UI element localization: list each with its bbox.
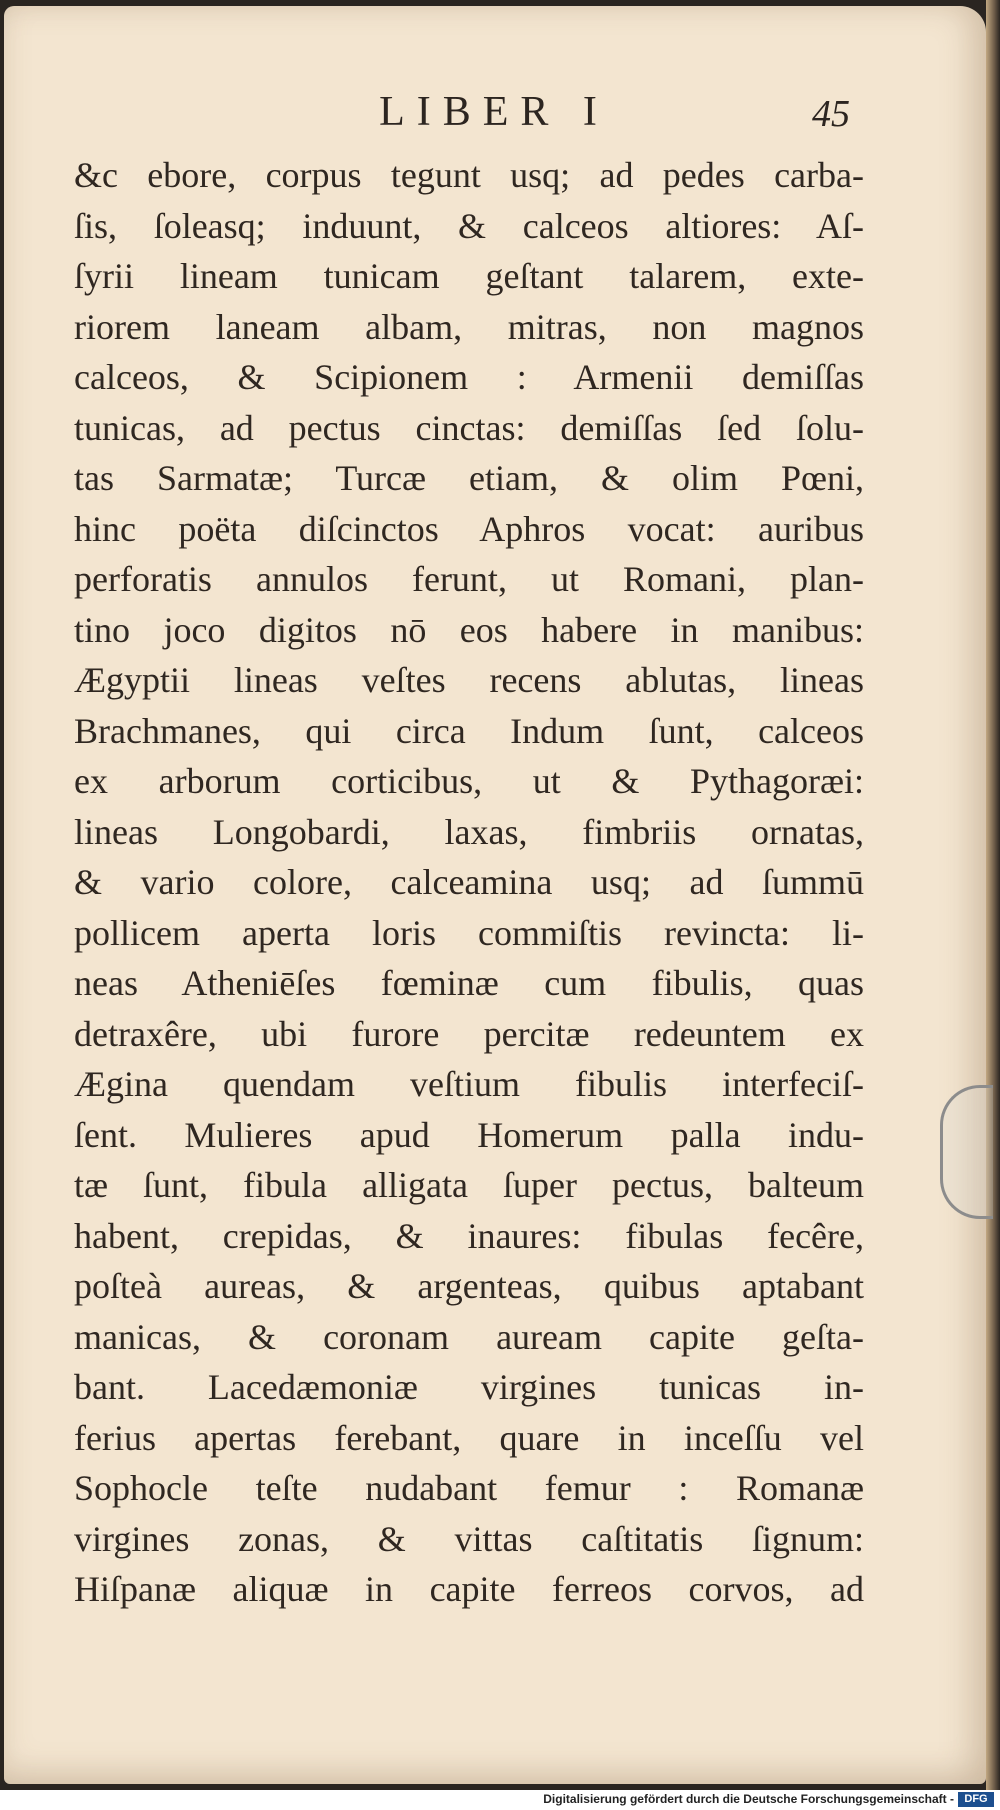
text-line: detraxêre, ubi furore percitæ redeuntem ex bbox=[74, 1013, 864, 1054]
text-line: poſteà aureas, & argenteas, quibus aptabant bbox=[74, 1266, 864, 1306]
text-line: &c ebore, corpus tegunt usq; ad pedes carba- bbox=[74, 155, 864, 195]
text-line: lineas Longobardi, laxas, fimbriis ornatas, bbox=[74, 811, 864, 852]
text-line: Hiſpanæ aliquæ in capite ferreos corvos, ad bbox=[74, 1569, 864, 1609]
text-line: habent, crepidas, & inaures: fibulas fecêre, bbox=[74, 1215, 864, 1256]
bookmark-clip bbox=[940, 1085, 993, 1219]
text-line: tæ ſunt, fibula alligata ſuper pectus, balteum bbox=[74, 1165, 864, 1205]
running-head: LIBER I bbox=[379, 89, 609, 135]
text-line: ſent. Mulieres apud Homerum palla indu- bbox=[74, 1114, 864, 1155]
dfg-logo: DFG bbox=[958, 1792, 994, 1807]
text-line: neas Atheniēſes fœminæ cum fibulis, quas bbox=[74, 963, 864, 1003]
text-line: ſyrii lineam tunicam geſtant talarem, exte- bbox=[74, 256, 864, 296]
page-edge bbox=[986, 0, 1000, 1790]
book-page bbox=[4, 6, 986, 1784]
text-line: manicas, & coronam auream capite geſta- bbox=[74, 1316, 864, 1357]
funding-credit: Digitalisierung gefördert durch die Deutsche Forschungsgemeinschaft - bbox=[543, 1792, 954, 1806]
text-line: pollicem aperta loris commiſtis revincta: li- bbox=[74, 912, 864, 953]
text-line: hinc poëta diſcinctos Aphros vocat: auribus bbox=[74, 508, 864, 549]
text-line: & vario colore, calceamina usq; ad ſummū bbox=[74, 862, 864, 902]
text-line: ferius apertas ferebant, quare in inceſſu vel bbox=[74, 1417, 864, 1458]
text-block bbox=[74, 150, 864, 1615]
text-line: bant. Lacedæmoniæ virgines tunicas in- bbox=[74, 1367, 864, 1407]
text-line: perforatis annulos ferunt, ut Romani, plan- bbox=[74, 559, 864, 599]
text-line: ex arborum corticibus, ut & Pythagoræi: bbox=[74, 761, 864, 801]
text-line: tas Sarmatæ; Turcæ etiam, & olim Pœni, bbox=[74, 458, 864, 498]
text-line: calceos, & Scipionem : Armenii demiſſas bbox=[74, 357, 864, 397]
text-line: tino joco digitos nō eos habere in manibus: bbox=[74, 609, 864, 650]
text-line: Ægina quendam veſtium fibulis interfeciſ- bbox=[74, 1064, 864, 1104]
text-line: Sophocle teſte nudabant femur : Romanæ bbox=[74, 1468, 864, 1508]
text-line: Ægyptii lineas veſtes recens ablutas, lineas bbox=[74, 660, 864, 700]
text-line: virgines zonas, & vittas caſtitatis ſignum: bbox=[74, 1518, 864, 1559]
footer-bar bbox=[0, 1790, 1000, 1810]
text-line: ſis, ſoleasq; induunt, & calceos altiores: Aſ- bbox=[74, 205, 864, 246]
page-number: 45 bbox=[812, 93, 850, 135]
text-line: tunicas, ad pectus cinctas: demiſſas ſed ſolu- bbox=[74, 407, 864, 448]
text-line: riorem laneam albam, mitras, non magnos bbox=[74, 306, 864, 347]
text-line: Brachmanes, qui circa Indum ſunt, calceos bbox=[74, 710, 864, 751]
